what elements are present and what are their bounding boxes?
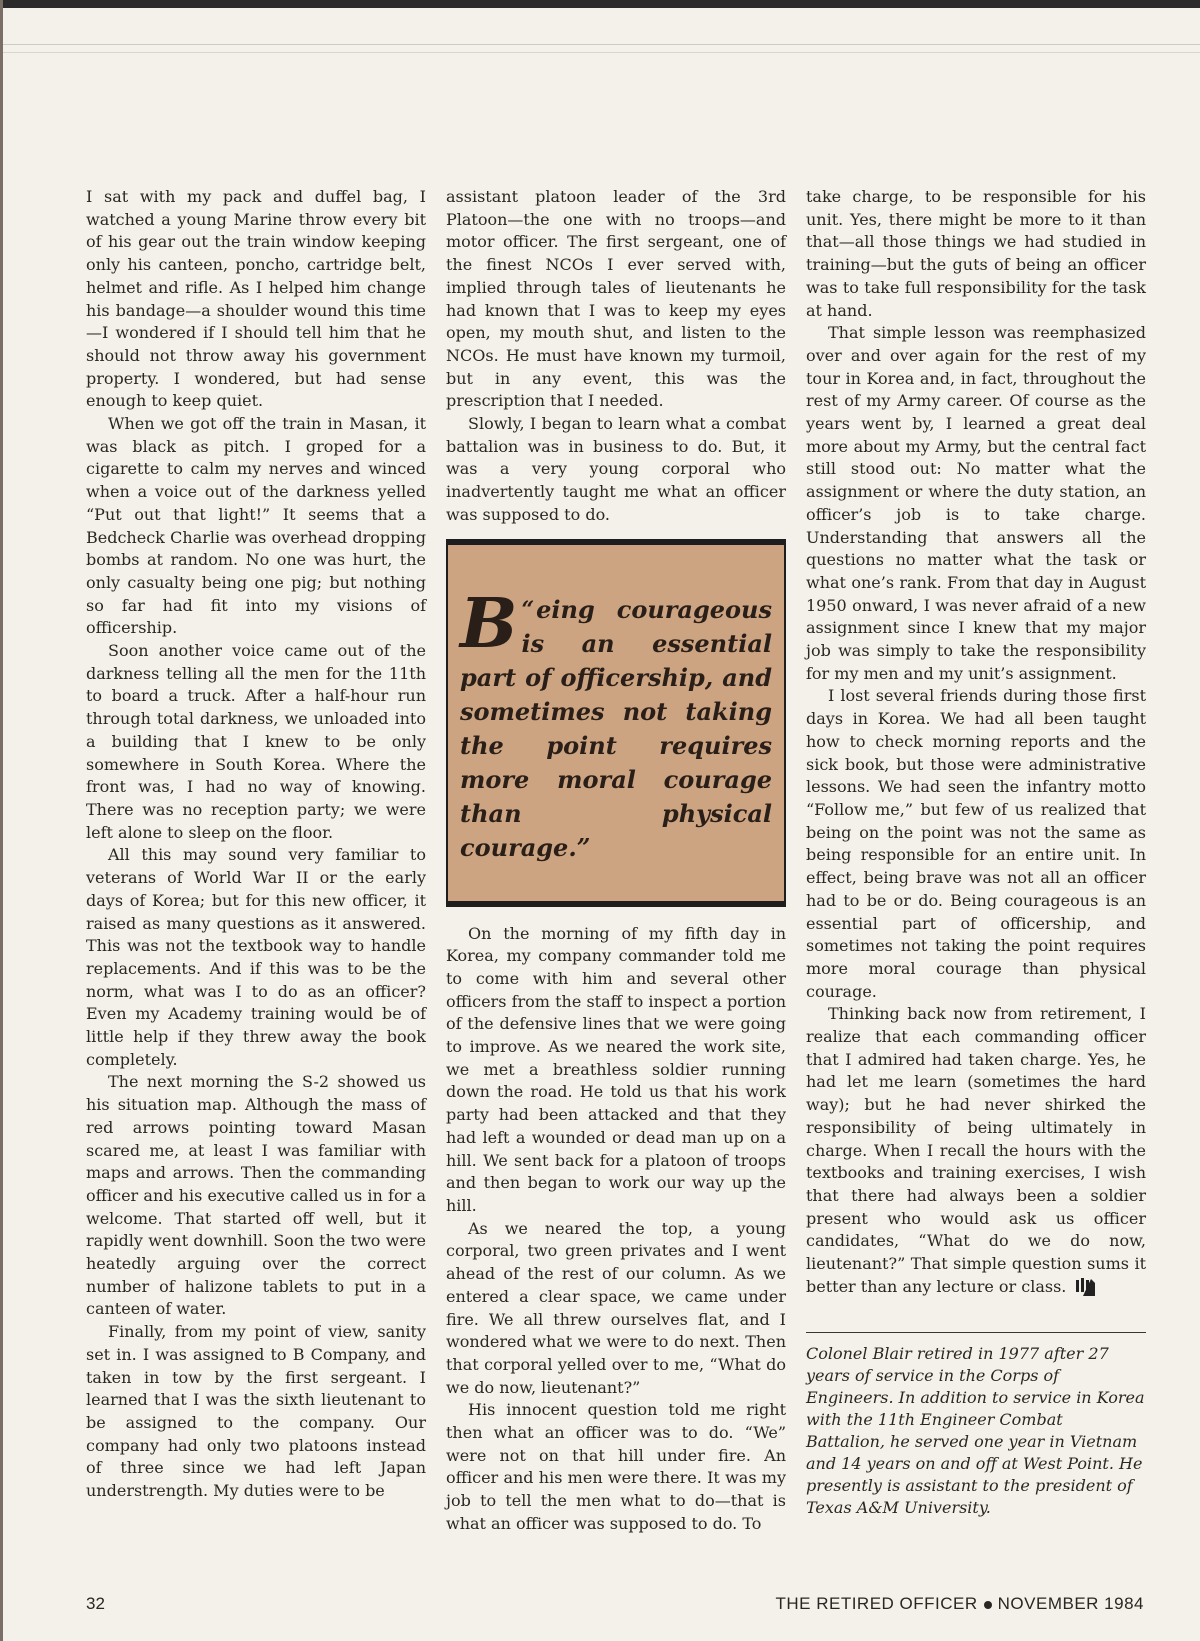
paragraph: Slowly, I began to learn what a combat battalion was in business to do. But, it was a very young corporal who inadvertently taught me what an officer was supposed to do. [446, 414, 786, 524]
top-border [0, 0, 1200, 8]
paragraph: take charge, to be responsible for his unit. Yes, there might be more to it than that—all those things we had studied in training—but the guts of being an officer was to take full responsibility for the task at hand. [806, 187, 1146, 320]
header-rule [0, 52, 1200, 53]
drop-cap: B [460, 583, 518, 664]
page-number: 32 [86, 1594, 105, 1613]
paragraph: His innocent question told me right then what an officer was to do. “We” were not on that hill under fire. An officer and his men were there. It was my job to tell the men what to do—that is what an officer was supposed to do. To [446, 1400, 786, 1533]
paragraph: The next morning the S-2 showed us his situation map. Although the mass of red arrows pointing toward Masan scared me, at least I was familiar with maps and arrows. Then the commanding officer and his executive called us in for a welcome. That started off well, but it rapidly went downhill. Soon the two were heatedly arguing over the correct number of halizone tablets to put in a canteen of water. [86, 1072, 426, 1319]
article-column-2 [446, 186, 786, 1536]
article-column-1 [86, 186, 426, 1503]
running-footer [775, 1594, 1144, 1614]
end-mark-icon [1074, 1276, 1096, 1298]
paragraph: When we got off the train in Masan, it was black as pitch. I groped for a cigarette to calm my nerves and winced when a voice out of the darkness yelled “Put out that light!” It seems that a Bedcheck Charlie was overhead dropping bombs at random. No one was hurt, the only casualty being one pig; but nothing so far had fit into my visions of officership. [86, 414, 426, 638]
pull-quote-text [460, 583, 772, 865]
paragraph: I sat with my pack and duffel bag, I watched a young Marine throw every bit of his gear out the train window keeping only his canteen, poncho, cartridge belt, helmet and rifle. As I helped him change his bandage—a shoulder wound this time—I wondered if I should tell him that he should not throw away his government property. I wondered, but had sense enough to keep quiet. [86, 187, 426, 411]
paragraph: That simple lesson was reemphasized over and over again for the rest of my tour in Korea and, in fact, throughout the rest of my Army career. Of course as the years went by, I learned a great deal more about my Army, but the central fact still stood out: No matter what the assignment or where the duty station, an officer’s job is to take charge. Understanding that answers all the questions no matter what the task or what one’s rank. From that day in August 1950 onward, I was never afraid of a new assignment since I knew that my major job was simply to take the responsibility for my men and my unit’s assignment. [806, 323, 1146, 683]
page-edge [0, 0, 3, 1641]
paragraph: assistant platoon leader of the 3rd Platoon—the one with no troops—and motor officer. The first sergeant, one of the finest NCOs I ever served with, implied through tales of lieutenants he had known that I was to keep my eyes open, my mouth shut, and listen to the NCOs. He must have known my turmoil, but in any event, this was the prescription that I needed. [446, 187, 786, 411]
bio-divider [806, 1332, 1146, 1333]
issue-date: NOVEMBER 1984 [997, 1594, 1144, 1613]
pull-quote-body: eing courageous is an essential part of officership, and sometimes not taking the point requires more moral courage than physical courage.” [460, 594, 772, 862]
paragraph: I lost several friends during those first days in Korea. We had all been taught how to check morning reports and the sick book, but those were administrative lessons. We had seen the infantry motto “Follow me,” but few of us realized that being on the point was not the same as being responsible for an entire unit. In effect, being brave was not all an officer had to be or do. Being courageous is an essential part of officership, and sometimes not taking the point requires more moral courage than physical courage. [806, 686, 1146, 1001]
paragraph: As we neared the top, a young corporal, two green privates and I went ahead of the rest of our column. As we entered a clear space, we came under fire. We all threw ourselves flat, and I wondered what we were to do next. Then that corporal yelled over to me, “What do we do now, lieutenant?” [446, 1218, 786, 1397]
article-column-3 [806, 186, 1146, 1519]
pull-quote-box [446, 539, 786, 907]
last-paragraph [806, 1003, 1146, 1298]
header-rule [0, 44, 1200, 45]
author-bio: Colonel Blair retired in 1977 after 27 years of service in the Corps of Engineers. In addition to service in Korea with the 11th Engineer Combat Battalion, he served one year in Vietnam and 14 years on and off at West Point. He presently is assistant to the president of Texas A&M University. [806, 1344, 1145, 1518]
paragraph-text: Thinking back now from retirement, I realize that each commanding officer that I admired had taken charge. Yes, he had let me learn (sometimes the hard way); but he had never shirked the responsibility of being ultimately in charge. When I recall the hours with the textbooks and training exercises, I wish that there had always been a soldier present who would ask us officer candidates, “What do we do now, lieutenant?” That simple question sums it better than any lecture or class. [806, 1004, 1146, 1296]
open-quote-mark: “ [521, 596, 535, 623]
paragraph: All this may sound very familiar to veterans of World War II or the early days of Korea; but for this new officer, it raised as many questions as it answered. This was not the textbook way to handle replacements. And if this was to be the norm, what was I to do as an officer? Even my Academy training would be of little help if they threw away the book completely. [86, 845, 426, 1069]
paragraph: On the morning of my fifth day in Korea, my company commander told me to come with him and several other officers from the staff to inspect a portion of the defensive lines that we were going to improve. As we neared the work site, we met a breathless soldier running down the road. He told us that his work party had been attacked and that they had left a wounded or dead man up on a hill. We sent back for a platoon of troops and then began to work our way up the hill. [446, 923, 786, 1215]
publication-name: THE RETIRED OFFICER [775, 1594, 978, 1613]
paragraph: Soon another voice came out of the darkness telling all the men for the 11th to board a truck. After a half-hour run through total darkness, we unloaded into a building that I knew to be only somewhere in South Korea. Where the front was, I had no way of knowing. There was no reception party; we were left alone to sleep on the floor. [86, 641, 426, 842]
paragraph: Finally, from my point of view, sanity set in. I was assigned to B Company, and taken in tow by the first sergeant. I learned that I was the sixth lieutenant to be assigned to the company. Our company had only two platoons instead of three since we had left Japan understrength. My duties were to be [86, 1322, 426, 1501]
bullet-icon [984, 1601, 992, 1609]
